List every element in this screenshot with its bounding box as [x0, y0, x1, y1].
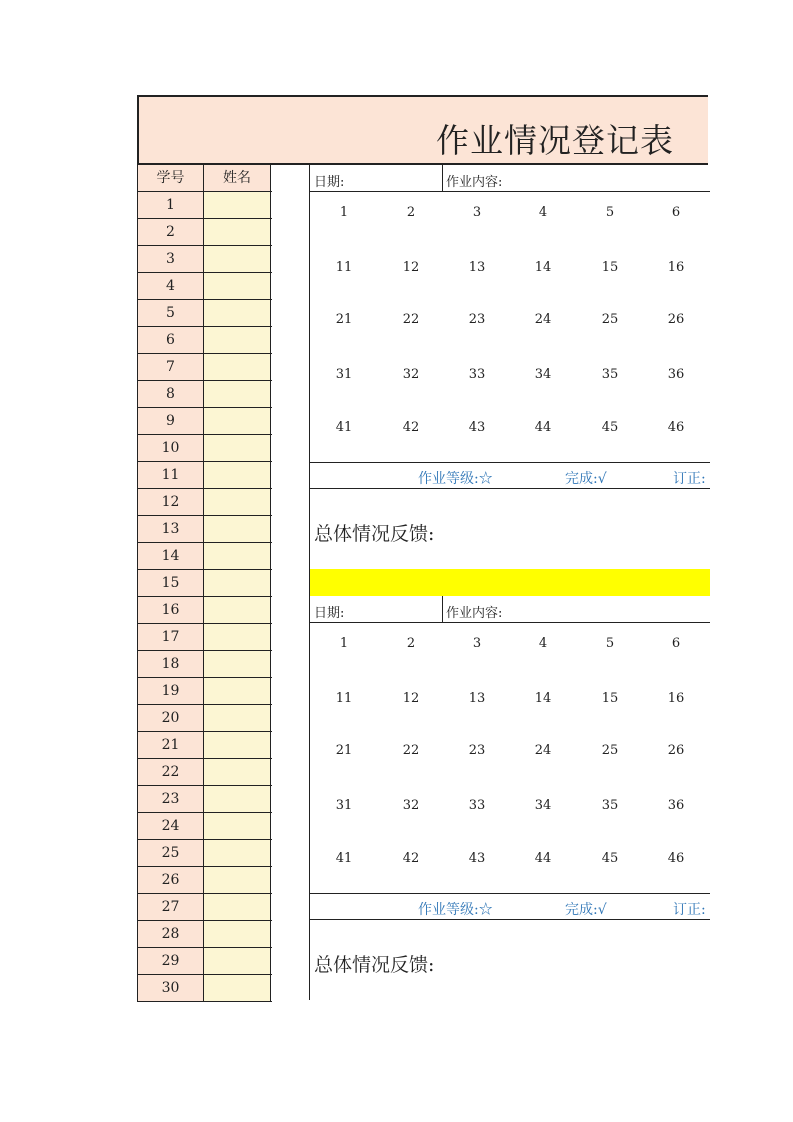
roster-row	[137, 867, 272, 894]
student-id-cell: 2	[137, 219, 204, 245]
seat-number: 4	[538, 205, 548, 220]
seat-number: 45	[601, 851, 619, 866]
roster-row	[137, 624, 272, 651]
student-name-cell[interactable]	[204, 705, 271, 731]
student-name-cell[interactable]	[204, 246, 271, 272]
student-id-cell: 24	[137, 813, 204, 839]
roster-row	[137, 975, 272, 1002]
seat-number: 6	[671, 205, 681, 220]
student-id-cell: 1	[137, 192, 204, 218]
seat-number: 21	[335, 312, 353, 327]
roster-table	[137, 165, 272, 1002]
seat-number: 46	[667, 851, 685, 866]
roster-row	[137, 192, 272, 219]
student-id-cell: 15	[137, 570, 204, 596]
student-name-cell[interactable]	[204, 597, 271, 623]
homework-block-2	[310, 596, 710, 1000]
seat-number: 15	[601, 260, 619, 275]
seat-number: 21	[335, 743, 353, 758]
roster-row	[137, 246, 272, 273]
roster-row	[137, 381, 272, 408]
student-name-cell[interactable]	[204, 894, 271, 920]
roster-row	[137, 300, 272, 327]
student-name-cell[interactable]	[204, 759, 271, 785]
student-id-cell: 22	[137, 759, 204, 785]
seat-number: 36	[667, 367, 685, 382]
seat-number: 42	[402, 420, 420, 435]
fix-label: 订正:	[673, 902, 706, 918]
student-id-cell: 6	[137, 327, 204, 353]
seat-number: 32	[402, 798, 420, 813]
student-id-cell: 18	[137, 651, 204, 677]
roster-row	[137, 516, 272, 543]
seat-number: 13	[468, 691, 486, 706]
student-name-cell[interactable]	[204, 354, 271, 380]
student-name-cell[interactable]	[204, 273, 271, 299]
name-column-header: 姓名	[204, 165, 271, 191]
roster-row	[137, 894, 272, 921]
seat-number: 26	[667, 312, 685, 327]
student-name-cell[interactable]	[204, 300, 271, 326]
student-name-cell[interactable]	[204, 462, 271, 488]
roster-row	[137, 948, 272, 975]
seat-number: 35	[601, 367, 619, 382]
student-name-cell[interactable]	[204, 732, 271, 758]
seat-number: 44	[534, 851, 552, 866]
seat-number: 14	[534, 691, 552, 706]
seat-number: 31	[335, 798, 353, 813]
roster-row	[137, 759, 272, 786]
id-column-header: 学号	[137, 165, 204, 191]
student-id-cell: 8	[137, 381, 204, 407]
seat-number: 16	[667, 691, 685, 706]
roster-row	[137, 489, 272, 516]
roster-header-row	[137, 165, 272, 192]
feedback-label: 总体情况反馈:	[314, 523, 435, 545]
student-id-cell: 7	[137, 354, 204, 380]
student-id-cell: 10	[137, 435, 204, 461]
roster-row	[137, 786, 272, 813]
seat-number: 26	[667, 743, 685, 758]
seat-number: 34	[534, 798, 552, 813]
roster-row	[137, 651, 272, 678]
seat-number: 34	[534, 367, 552, 382]
seat-number: 23	[468, 312, 486, 327]
student-name-cell[interactable]	[204, 435, 271, 461]
header-divider	[442, 596, 443, 623]
seat-number: 41	[335, 851, 353, 866]
student-id-cell: 16	[137, 597, 204, 623]
student-name-cell[interactable]	[204, 975, 271, 1001]
seat-number: 45	[601, 420, 619, 435]
student-id-cell: 4	[137, 273, 204, 299]
date-label[interactable]: 日期:	[314, 606, 345, 621]
student-id-cell: 3	[137, 246, 204, 272]
seat-number: 35	[601, 798, 619, 813]
seat-number: 46	[667, 420, 685, 435]
done-label: 完成:√	[565, 471, 607, 487]
seat-number: 16	[667, 260, 685, 275]
block-header	[310, 596, 710, 623]
seat-number: 24	[534, 312, 552, 327]
student-id-cell: 13	[137, 516, 204, 542]
student-id-cell: 11	[137, 462, 204, 488]
grade-label: 作业等级:☆	[418, 471, 493, 487]
student-name-cell[interactable]	[204, 219, 271, 245]
seat-number: 43	[468, 851, 486, 866]
seat-number: 13	[468, 260, 486, 275]
student-id-cell: 30	[137, 975, 204, 1001]
student-name-cell[interactable]	[204, 570, 271, 596]
seat-number: 3	[472, 636, 482, 651]
seat-number: 1	[339, 205, 349, 220]
roster-row	[137, 678, 272, 705]
student-id-cell: 17	[137, 624, 204, 650]
seat-number: 24	[534, 743, 552, 758]
seat-number: 22	[402, 312, 420, 327]
student-id-cell: 12	[137, 489, 204, 515]
student-name-cell[interactable]	[204, 381, 271, 407]
student-name-cell[interactable]	[204, 624, 271, 650]
student-name-cell[interactable]	[204, 327, 271, 353]
student-name-cell[interactable]	[204, 543, 271, 569]
roster-row	[137, 732, 272, 759]
seat-number: 43	[468, 420, 486, 435]
seat-number: 15	[601, 691, 619, 706]
roster-row	[137, 705, 272, 732]
block-header	[310, 165, 710, 192]
student-id-cell: 27	[137, 894, 204, 920]
student-id-cell: 29	[137, 948, 204, 974]
roster-row	[137, 840, 272, 867]
seat-number: 33	[468, 367, 486, 382]
student-id-cell: 21	[137, 732, 204, 758]
roster-row	[137, 597, 272, 624]
seat-number: 41	[335, 420, 353, 435]
student-name-cell[interactable]	[204, 921, 271, 947]
seat-number: 3	[472, 205, 482, 220]
student-name-cell[interactable]	[204, 813, 271, 839]
fix-label: 订正:	[673, 471, 706, 487]
student-name-cell[interactable]	[204, 840, 271, 866]
seat-number: 11	[335, 691, 353, 706]
seat-number: 25	[601, 312, 619, 327]
student-name-cell[interactable]	[204, 192, 271, 218]
seat-number: 23	[468, 743, 486, 758]
seat-number: 42	[402, 851, 420, 866]
seat-number: 14	[534, 260, 552, 275]
highlight-band[interactable]	[310, 569, 710, 596]
seat-number: 31	[335, 367, 353, 382]
student-name-cell[interactable]	[204, 408, 271, 434]
student-name-cell[interactable]	[204, 489, 271, 515]
seat-number: 2	[406, 205, 416, 220]
student-name-cell[interactable]	[204, 516, 271, 542]
student-id-cell: 14	[137, 543, 204, 569]
student-name-cell[interactable]	[204, 948, 271, 974]
student-name-cell[interactable]	[204, 786, 271, 812]
seat-number: 12	[402, 691, 420, 706]
roster-row	[137, 219, 272, 246]
header-divider	[442, 165, 443, 192]
roster-row	[137, 273, 272, 300]
roster-row	[137, 354, 272, 381]
student-name-cell[interactable]	[204, 651, 271, 677]
student-id-cell: 5	[137, 300, 204, 326]
roster-row	[137, 408, 272, 435]
student-id-cell: 25	[137, 840, 204, 866]
roster-row	[137, 435, 272, 462]
page-title: 作业情况登记表	[436, 121, 674, 160]
seat-number: 6	[671, 636, 681, 651]
student-id-cell: 26	[137, 867, 204, 893]
seat-number: 22	[402, 743, 420, 758]
seat-number: 5	[605, 636, 615, 651]
student-name-cell[interactable]	[204, 867, 271, 893]
student-id-cell: 20	[137, 705, 204, 731]
grade-legend-row	[310, 893, 710, 920]
student-id-cell: 28	[137, 921, 204, 947]
homework-block-1	[310, 165, 710, 569]
roster-row	[137, 543, 272, 570]
student-id-cell: 23	[137, 786, 204, 812]
seat-number: 32	[402, 367, 420, 382]
seat-number: 1	[339, 636, 349, 651]
grade-legend-row	[310, 462, 710, 489]
title-band	[137, 95, 708, 165]
content-label[interactable]: 作业内容:	[446, 606, 503, 621]
sheet	[137, 95, 793, 1000]
student-id-cell: 19	[137, 678, 204, 704]
roster-row	[137, 921, 272, 948]
date-label[interactable]: 日期:	[314, 175, 345, 190]
roster-row	[137, 327, 272, 354]
seat-number: 12	[402, 260, 420, 275]
content-label[interactable]: 作业内容:	[446, 175, 503, 190]
roster-row	[137, 813, 272, 840]
grade-label: 作业等级:☆	[418, 902, 493, 918]
seat-number: 25	[601, 743, 619, 758]
seat-number: 36	[667, 798, 685, 813]
done-label: 完成:√	[565, 902, 607, 918]
seat-number: 4	[538, 636, 548, 651]
student-name-cell[interactable]	[204, 678, 271, 704]
seat-number: 11	[335, 260, 353, 275]
seat-number: 33	[468, 798, 486, 813]
seat-number: 5	[605, 205, 615, 220]
seat-number: 2	[406, 636, 416, 651]
roster-row	[137, 570, 272, 597]
seat-number: 44	[534, 420, 552, 435]
student-id-cell: 9	[137, 408, 204, 434]
feedback-label: 总体情况反馈:	[314, 954, 435, 976]
roster-row	[137, 462, 272, 489]
